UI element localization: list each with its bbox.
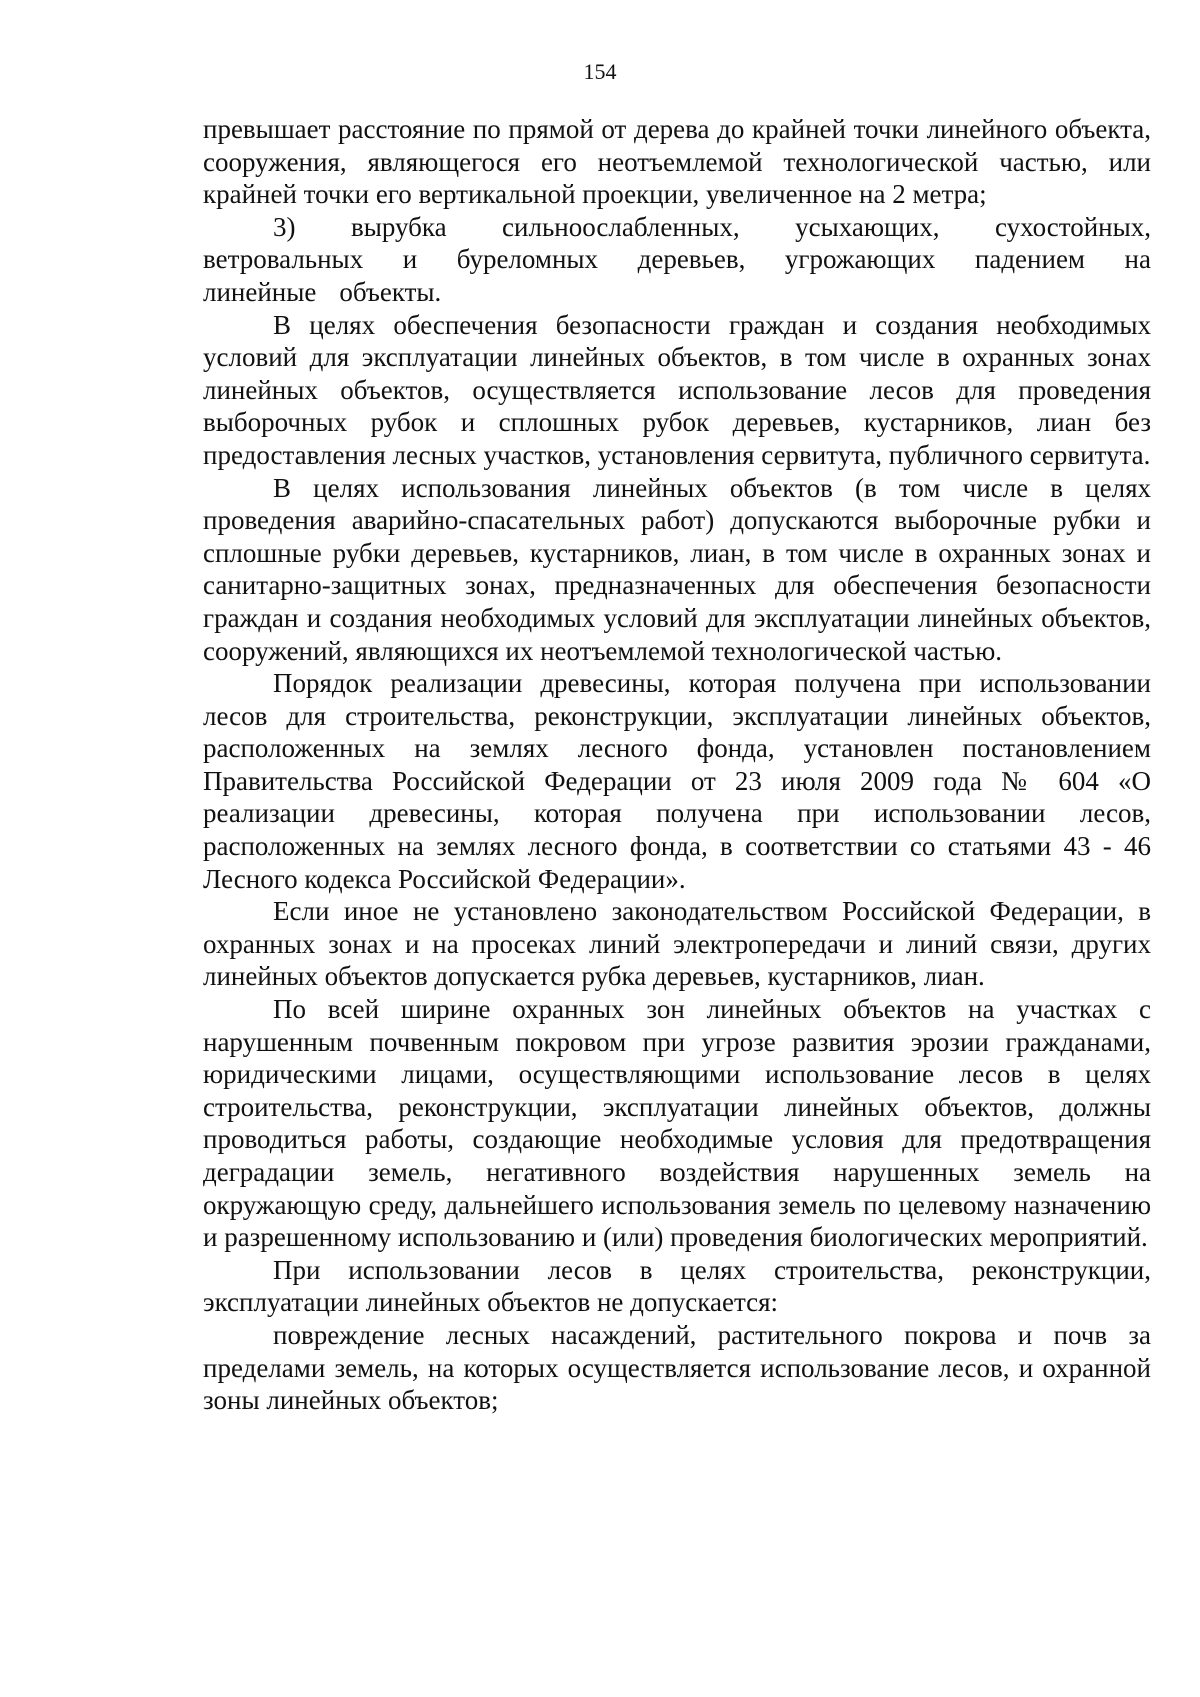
document-body <box>203 113 1151 1417</box>
paragraph-prohibitions-intro: При использовании лесов в целях строительства, реконструкции, эксплуатации линейных объектов не допускается: <box>203 1254 1151 1318</box>
paragraph-continuation: превышает расстояние по прямой от дерева до крайней точки линейного объекта, сооружения, являющегося его неотъемлемой технологической частью, или крайней точки его вертикальной проекции, увеличенное на 2 метра; <box>203 114 1151 210</box>
paragraph-linear-objects-use: В целях использования линейных объектов (в том числе в целях проведения аварийно-спасательных работ) допускаются выборочные рубки и сплошные рубки деревьев, кустарников, лиан, в том числе в охранных зонах и санитарно-защитных зонах, предназначенных для обеспечения безопасности граждан и создания необходимых условий для эксплуатации линейных объектов, сооружений, являющихся их неотъемлемой технологической частью. <box>203 472 1151 666</box>
paragraph-erosion-works: По всей ширине охранных зон линейных объектов на участках с нарушенным почвенным покровом при угрозе развития эрозии гражданами, юридическими лицами, осуществляющими использование лесов в целях строительства, реконструкции, эксплуатации линейных объектов, должны проводиться работы, создающие необходимые условия для предотвращения деградации земель, негативного воздействия нарушенных земель на окружающую среду, дальнейшего использования земель по целевому назначению и разрешенному использованию и (или) проведения биологических мероприятий. <box>203 994 1151 1253</box>
paragraph-prohibition-damage: повреждение лесных насаждений, растительного покрова и почв за пределами земель, на которых осуществляется использование лесов, и охранной зоны линейных объектов; <box>203 1319 1151 1416</box>
paragraph-power-line-clearings: Если иное не установлено законодательством Российской Федерации, в охранных зонах и на просеках линий электропередачи и линий связи, других линейных объектов допускается рубка деревьев, кустарников, лиан. <box>203 896 1151 992</box>
list-item-3: 3) вырубка сильноослабленных, усыхающих, сухостойных, ветровальных и буреломных деревьев, угрожающих падением на линейные объекты. <box>203 211 1151 307</box>
paragraph-safety-felling: В целях обеспечения безопасности граждан и создания необходимых условий для эксплуатации линейных объектов, в том числе в охранных зонах линейных объектов, осуществляется использование лесов для проведения выборочных рубок и сплошных рубок деревьев, кустарников, лиан без предоставления лесных участков, установления сервитута, публичного сервитута. <box>203 309 1151 470</box>
paragraph-wood-sale-order: Порядок реализации древесины, которая получена при использовании лесов для строительства, реконструкции, эксплуатации линейных объектов, расположенных на землях лесного фонда, установлен постановлением Правительства Российской Федерации от 23 июля 2009 года № 604 «О реализации древесины, которая получена при использовании лесов, расположенных на землях лесного фонда, в соответствии со статьями 43 - 46 Лесного кодекса Российской Федерации». <box>203 668 1151 894</box>
page-number: 154 <box>583 59 617 84</box>
